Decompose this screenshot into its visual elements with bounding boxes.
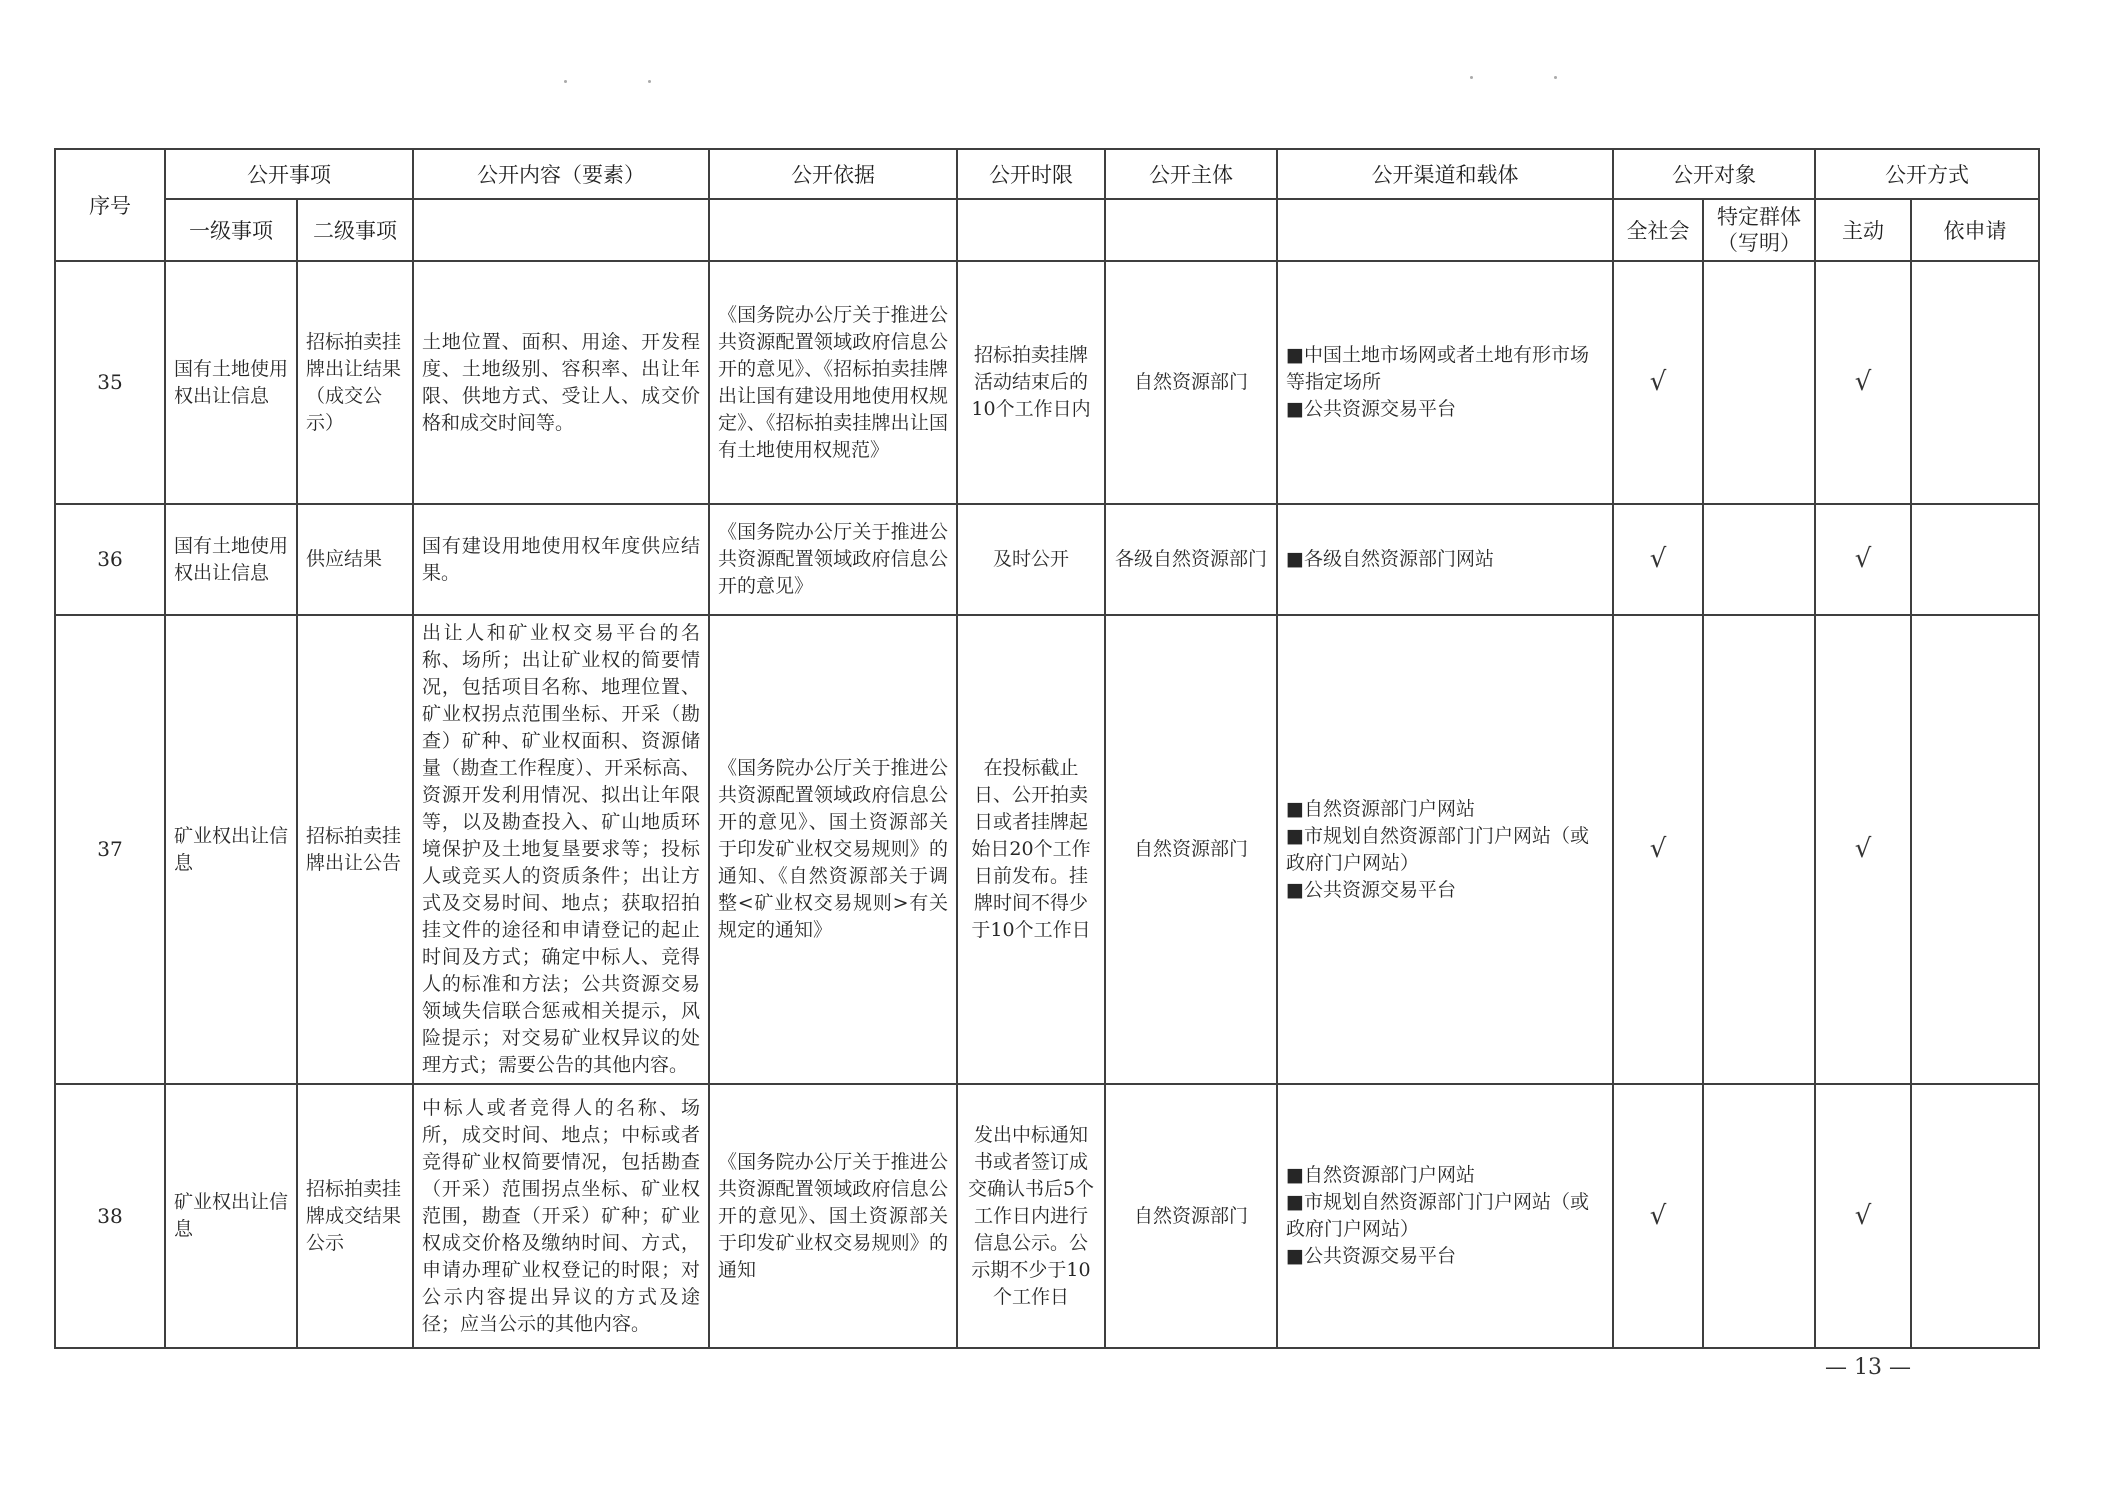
header-seq: 序号 <box>55 149 165 261</box>
time-limit-cell: 及时公开 <box>957 504 1105 615</box>
header-target: 公开对象 <box>1613 149 1815 199</box>
channel-cell <box>1277 615 1613 1084</box>
channel-item: ■市规划自然资源部门门户网站（或政府门户网站） <box>1286 824 1589 874</box>
check-mark: √ <box>1815 261 1911 504</box>
channel-cell <box>1277 261 1613 504</box>
header-blank <box>413 199 709 261</box>
row-number: 38 <box>55 1084 165 1348</box>
page-number: — 13 — <box>1825 1355 1911 1380</box>
scan-speck <box>648 80 651 83</box>
header-blank <box>1105 199 1277 261</box>
disclosure-table <box>54 148 2040 1349</box>
header-level1: 一级事项 <box>165 199 297 261</box>
header-basis: 公开依据 <box>709 149 957 199</box>
specific-group-cell <box>1703 261 1815 504</box>
check-mark: √ <box>1613 615 1703 1084</box>
request-cell <box>1911 261 2039 504</box>
scan-speck <box>1554 76 1557 79</box>
level1-item: 矿业权出让信息 <box>165 615 297 1084</box>
time-limit-cell: 在投标截止日、公开拍卖日或者挂牌起始日20个工作日前发布。挂牌时间不得少于10个工作日 <box>957 615 1105 1084</box>
header-time-limit: 公开时限 <box>957 149 1105 199</box>
subject-cell: 自然资源部门 <box>1105 261 1277 504</box>
basis-cell: 《国务院办公厅关于推进公共资源配置领域政府信息公开的意见》、国土资源部关于印发矿业权交易规则》的通知 <box>709 1084 957 1348</box>
table-row <box>55 504 2039 615</box>
channel-item: ■各级自然资源部门网站 <box>1286 548 1494 570</box>
header-mode: 公开方式 <box>1815 149 2039 199</box>
channel-cell <box>1277 1084 1613 1348</box>
level2-item: 招标拍卖挂牌出让结果（成交公示） <box>297 261 413 504</box>
check-mark: √ <box>1613 1084 1703 1348</box>
header-row-1 <box>55 149 2039 199</box>
request-cell <box>1911 504 2039 615</box>
subject-cell: 自然资源部门 <box>1105 615 1277 1084</box>
content-cell: 土地位置、面积、用途、开发程度、土地级别、容积率、出让年限、供地方式、受让人、成交价格和成交时间等。 <box>413 261 709 504</box>
subject-cell: 各级自然资源部门 <box>1105 504 1277 615</box>
scan-speck <box>564 80 567 83</box>
header-target-all: 全社会 <box>1613 199 1703 261</box>
level2-item: 供应结果 <box>297 504 413 615</box>
specific-group-cell <box>1703 504 1815 615</box>
header-blank <box>709 199 957 261</box>
row-number: 35 <box>55 261 165 504</box>
channel-item: ■公共资源交易平台 <box>1286 1245 1456 1267</box>
check-mark: √ <box>1815 504 1911 615</box>
level1-item: 国有土地使用权出让信息 <box>165 261 297 504</box>
check-mark: √ <box>1613 504 1703 615</box>
table-row <box>55 1084 2039 1348</box>
channel-item: ■自然资源部门户网站 <box>1286 1164 1475 1186</box>
scan-speck <box>1470 76 1473 79</box>
header-matter: 公开事项 <box>165 149 413 199</box>
time-limit-cell: 招标拍卖挂牌活动结束后的10个工作日内 <box>957 261 1105 504</box>
row-number: 37 <box>55 615 165 1084</box>
channel-item: ■中国土地市场网或者土地有形市场等指定场所 <box>1286 344 1589 393</box>
level1-item: 矿业权出让信息 <box>165 1084 297 1348</box>
table-row <box>55 615 2039 1084</box>
channel-cell <box>1277 504 1613 615</box>
channel-item: ■公共资源交易平台 <box>1286 398 1456 420</box>
channel-item: ■公共资源交易平台 <box>1286 878 1456 901</box>
header-blank <box>957 199 1105 261</box>
header-content: 公开内容（要素） <box>413 149 709 199</box>
request-cell <box>1911 615 2039 1084</box>
header-subject: 公开主体 <box>1105 149 1277 199</box>
level2-item: 招标拍卖挂牌出让公告 <box>297 615 413 1084</box>
header-row-2 <box>55 199 2039 261</box>
time-limit-cell: 发出中标通知书或者签订成交确认书后5个工作日内进行信息公示。公示期不少于10个工作日 <box>957 1084 1105 1348</box>
header-target-specific: 特定群体（写明） <box>1703 199 1815 261</box>
header-channel: 公开渠道和载体 <box>1277 149 1613 199</box>
check-mark: √ <box>1815 615 1911 1084</box>
request-cell <box>1911 1084 2039 1348</box>
subject-cell: 自然资源部门 <box>1105 1084 1277 1348</box>
content-cell: 中标人或者竞得人的名称、场所，成交时间、地点；中标或者竞得矿业权简要情况，包括勘查（开采）范围拐点坐标、矿业权范围，勘查（开采）矿种；矿业权成交价格及缴纳时间、方式，申请办理矿业权登记的时限；对公示内容提出异议的方式及途径；应当公示的其他内容。 <box>413 1084 709 1348</box>
level1-item: 国有土地使用权出让信息 <box>165 504 297 615</box>
specific-group-cell <box>1703 1084 1815 1348</box>
header-blank <box>1277 199 1613 261</box>
check-mark: √ <box>1613 261 1703 504</box>
content-cell: 出让人和矿业权交易平台的名称、场所；出让矿业权的简要情况，包括项目名称、地理位置、矿业权拐点范围坐标、开采（勘查）矿种、矿业权面积、资源储量（勘查工作程度）、开采标高、资源开发利用情况、拟出让年限等，以及勘查投入、矿山地质环境保护及土地复垦要求等；投标人或竞买人的资质条件；出让方式及交易时间、地点；获取招拍挂文件的途径和申请登记的起止时间及方式；确定中标人、竞得人的标准和方法；公共资源交易领域失信联合惩戒相关提示，风险提示；对交易矿业权异议的处理方式；需要公告的其他内容。 <box>413 615 709 1084</box>
content-cell: 国有建设用地使用权年度供应结果。 <box>413 504 709 615</box>
specific-group-cell <box>1703 615 1815 1084</box>
basis-cell: 《国务院办公厅关于推进公共资源配置领域政府信息公开的意见》 <box>709 504 957 615</box>
basis-cell: 《国务院办公厅关于推进公共资源配置领域政府信息公开的意见》、《招标拍卖挂牌出让国有建设用地使用权规定》、《招标拍卖挂牌出让国有土地使用权规范》 <box>709 261 957 504</box>
header-mode-active: 主动 <box>1815 199 1911 261</box>
level2-item: 招标拍卖挂牌成交结果公示 <box>297 1084 413 1348</box>
channel-item: ■自然资源部门户网站 <box>1286 797 1475 820</box>
check-mark: √ <box>1815 1084 1911 1348</box>
header-level2: 二级事项 <box>297 199 413 261</box>
row-number: 36 <box>55 504 165 615</box>
table-row <box>55 261 2039 504</box>
header-mode-request: 依申请 <box>1911 199 2039 261</box>
channel-item: ■市规划自然资源部门门户网站（或政府门户网站） <box>1286 1191 1589 1240</box>
basis-cell: 《国务院办公厅关于推进公共资源配置领域政府信息公开的意见》、国土资源部关于印发矿业权交易规则》的通知、《自然资源部关于调整<矿业权交易规则>有关规定的通知》 <box>709 615 957 1084</box>
